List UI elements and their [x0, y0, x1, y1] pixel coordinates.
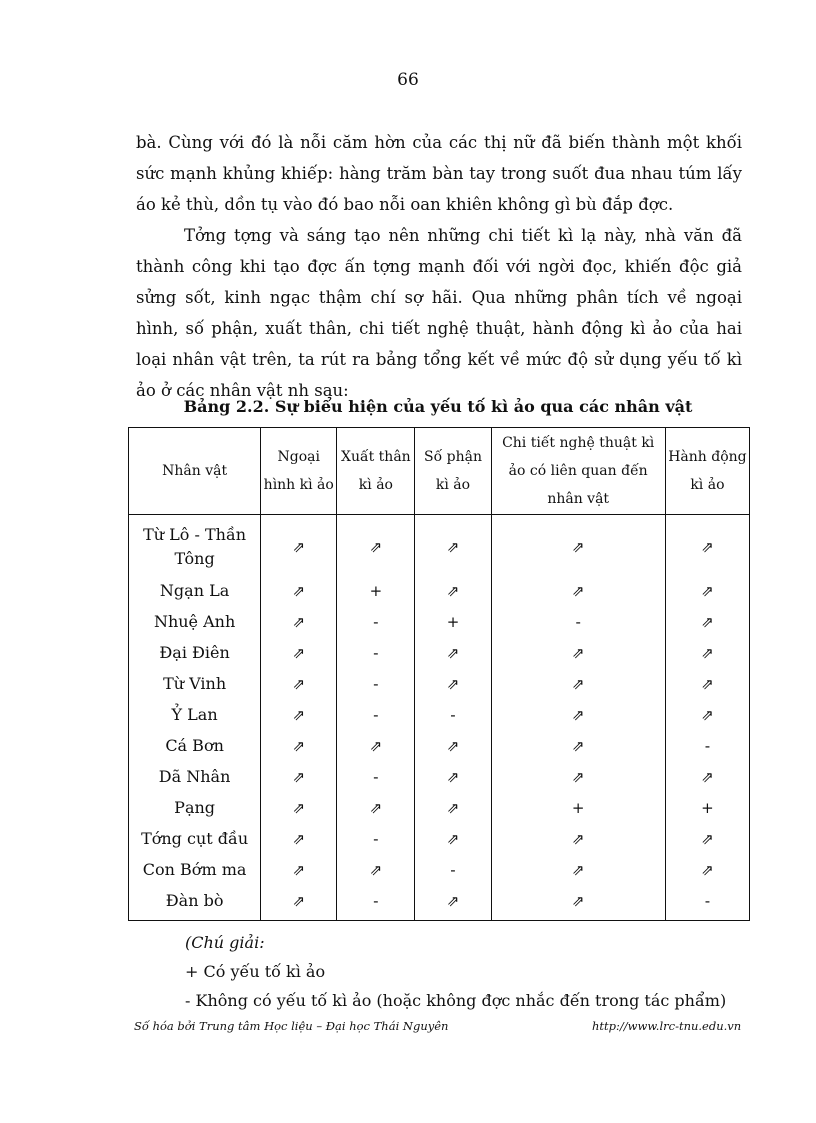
- paragraph-2: Tởng tợng và sáng tạo nên những chi tiết kì lạ này, nhà văn đã thành công khi tạo đợc ấn tợng mạnh đối với ngời đọc, khiến độc giả sửng sốt, kinh ngạc thậm chí sợ hãi. Qua những phân tích về ngoại hình, số phận, xuất thân, chi tiết nghệ thuật, hành động kì ảo của hai loại nhân vật trên, ta rút ra bảng tổng kết về mức độ sử dụng yếu tố kì ảo ở các nhân vật nh sau:: [136, 226, 742, 400]
- arrow-icon: ⇗: [665, 515, 749, 576]
- character-name: Ngạn La: [129, 575, 261, 606]
- paragraph-1: bà. Cùng với đó là nỗi căm hờn của các thị nữ đã biến thành một khối sức mạnh khủng khiếp: hàng trăm bàn tay trong suốt đua nhau túm lấy áo kẻ thù, dồn tụ vào đó bao nỗi oan khiên không gì bù đắp đợc.: [136, 133, 742, 214]
- arrow-icon: ⇗: [261, 761, 337, 792]
- table-body: [129, 515, 750, 921]
- arrow-icon: ⇗: [261, 730, 337, 761]
- arrow-icon: ⇗: [415, 885, 491, 921]
- arrow-icon: ⇗: [491, 730, 665, 761]
- legend-title: (Chú giải:: [185, 933, 265, 952]
- arrow-icon: ⇗: [415, 792, 491, 823]
- header-appearance: Ngoại hình kì ảo: [261, 428, 337, 515]
- legend-item-plus: + Có yếu tố kì ảo: [185, 962, 326, 981]
- arrow-icon: ⇗: [491, 575, 665, 606]
- arrow-icon: ⇗: [337, 792, 415, 823]
- arrow-icon: ⇗: [261, 854, 337, 885]
- marker-cell: -: [337, 761, 415, 792]
- arrow-icon: ⇗: [491, 761, 665, 792]
- table-row: [129, 792, 750, 823]
- arrow-icon: ⇗: [261, 792, 337, 823]
- character-table: [128, 427, 750, 921]
- arrow-icon: ⇗: [337, 730, 415, 761]
- table-row: [129, 823, 750, 854]
- marker-cell: -: [337, 885, 415, 921]
- marker-cell: -: [337, 606, 415, 637]
- header-character: Nhân vật: [129, 428, 261, 515]
- character-name: Pạng: [129, 792, 261, 823]
- arrow-icon: ⇗: [415, 823, 491, 854]
- character-name: Dã Nhân: [129, 761, 261, 792]
- arrow-icon: ⇗: [337, 854, 415, 885]
- arrow-icon: ⇗: [665, 606, 749, 637]
- marker-cell: +: [491, 792, 665, 823]
- marker-cell: +: [415, 606, 491, 637]
- marker-cell: -: [337, 668, 415, 699]
- arrow-icon: ⇗: [491, 668, 665, 699]
- arrow-icon: ⇗: [261, 637, 337, 668]
- character-name: Đàn bò: [129, 885, 261, 921]
- table-row: [129, 606, 750, 637]
- arrow-icon: ⇗: [415, 730, 491, 761]
- character-name: Nhuệ Anh: [129, 606, 261, 637]
- character-name: Ỷ Lan: [129, 699, 261, 730]
- table-row: [129, 668, 750, 699]
- table-row: [129, 854, 750, 885]
- arrow-icon: ⇗: [491, 854, 665, 885]
- header-art-detail: Chi tiết nghệ thuật kì ảo có liên quan đến nhân vật: [491, 428, 665, 515]
- marker-cell: +: [337, 575, 415, 606]
- marker-cell: -: [337, 637, 415, 668]
- character-name: Con Bớm ma: [129, 854, 261, 885]
- header-fate: Số phận kì ảo: [415, 428, 491, 515]
- marker-cell: +: [665, 792, 749, 823]
- arrow-icon: ⇗: [261, 823, 337, 854]
- marker-cell: -: [415, 854, 491, 885]
- arrow-icon: ⇗: [415, 637, 491, 668]
- footer-url: http://www.lrc-tnu.edu.vn: [592, 1019, 742, 1033]
- arrow-icon: ⇗: [665, 575, 749, 606]
- arrow-icon: ⇗: [665, 823, 749, 854]
- arrow-icon: ⇗: [491, 823, 665, 854]
- arrow-icon: ⇗: [415, 668, 491, 699]
- header-origin: Xuất thân kì ảo: [337, 428, 415, 515]
- arrow-icon: ⇗: [261, 606, 337, 637]
- arrow-icon: ⇗: [665, 854, 749, 885]
- character-name: Tớng cụt đầu: [129, 823, 261, 854]
- arrow-icon: ⇗: [491, 885, 665, 921]
- footer-source: Số hóa bởi Trung tâm Học liệu – Đại học Thái Nguyên: [134, 1019, 449, 1033]
- arrow-icon: ⇗: [491, 515, 665, 576]
- table-row: [129, 885, 750, 921]
- character-name: Từ Lô - Thần Tông: [129, 515, 261, 576]
- marker-cell: -: [665, 730, 749, 761]
- arrow-icon: ⇗: [415, 515, 491, 576]
- arrow-icon: ⇗: [261, 575, 337, 606]
- table-caption: Bảng 2.2. Sự biểu hiện của yếu tố kì ảo qua các nhân vật: [183, 397, 693, 416]
- table-header-row: [129, 428, 750, 515]
- marker-cell: -: [337, 823, 415, 854]
- marker-cell: -: [491, 606, 665, 637]
- table-row: [129, 515, 750, 576]
- table-row: [129, 730, 750, 761]
- arrow-icon: ⇗: [415, 761, 491, 792]
- table-row: [129, 699, 750, 730]
- marker-cell: -: [665, 885, 749, 921]
- character-name: Cá Bơn: [129, 730, 261, 761]
- arrow-icon: ⇗: [261, 668, 337, 699]
- page-number: 66: [397, 70, 419, 90]
- arrow-icon: ⇗: [337, 515, 415, 576]
- table-row: [129, 761, 750, 792]
- arrow-icon: ⇗: [665, 699, 749, 730]
- header-action: Hành động kì ảo: [665, 428, 749, 515]
- arrow-icon: ⇗: [491, 637, 665, 668]
- arrow-icon: ⇗: [415, 575, 491, 606]
- arrow-icon: ⇗: [261, 699, 337, 730]
- marker-cell: -: [337, 699, 415, 730]
- table-row: [129, 637, 750, 668]
- arrow-icon: ⇗: [665, 637, 749, 668]
- legend-item-minus: - Không có yếu tố kì ảo (hoặc không đợc nhắc đến trong tác phẩm): [185, 991, 727, 1010]
- character-name: Từ Vinh: [129, 668, 261, 699]
- character-name: Đại Điên: [129, 637, 261, 668]
- legend: [185, 928, 726, 1015]
- arrow-icon: ⇗: [261, 515, 337, 576]
- marker-cell: -: [415, 699, 491, 730]
- table-row: [129, 575, 750, 606]
- arrow-icon: ⇗: [261, 885, 337, 921]
- arrow-icon: ⇗: [665, 668, 749, 699]
- arrow-icon: ⇗: [491, 699, 665, 730]
- arrow-icon: ⇗: [665, 761, 749, 792]
- body-text: [136, 127, 742, 406]
